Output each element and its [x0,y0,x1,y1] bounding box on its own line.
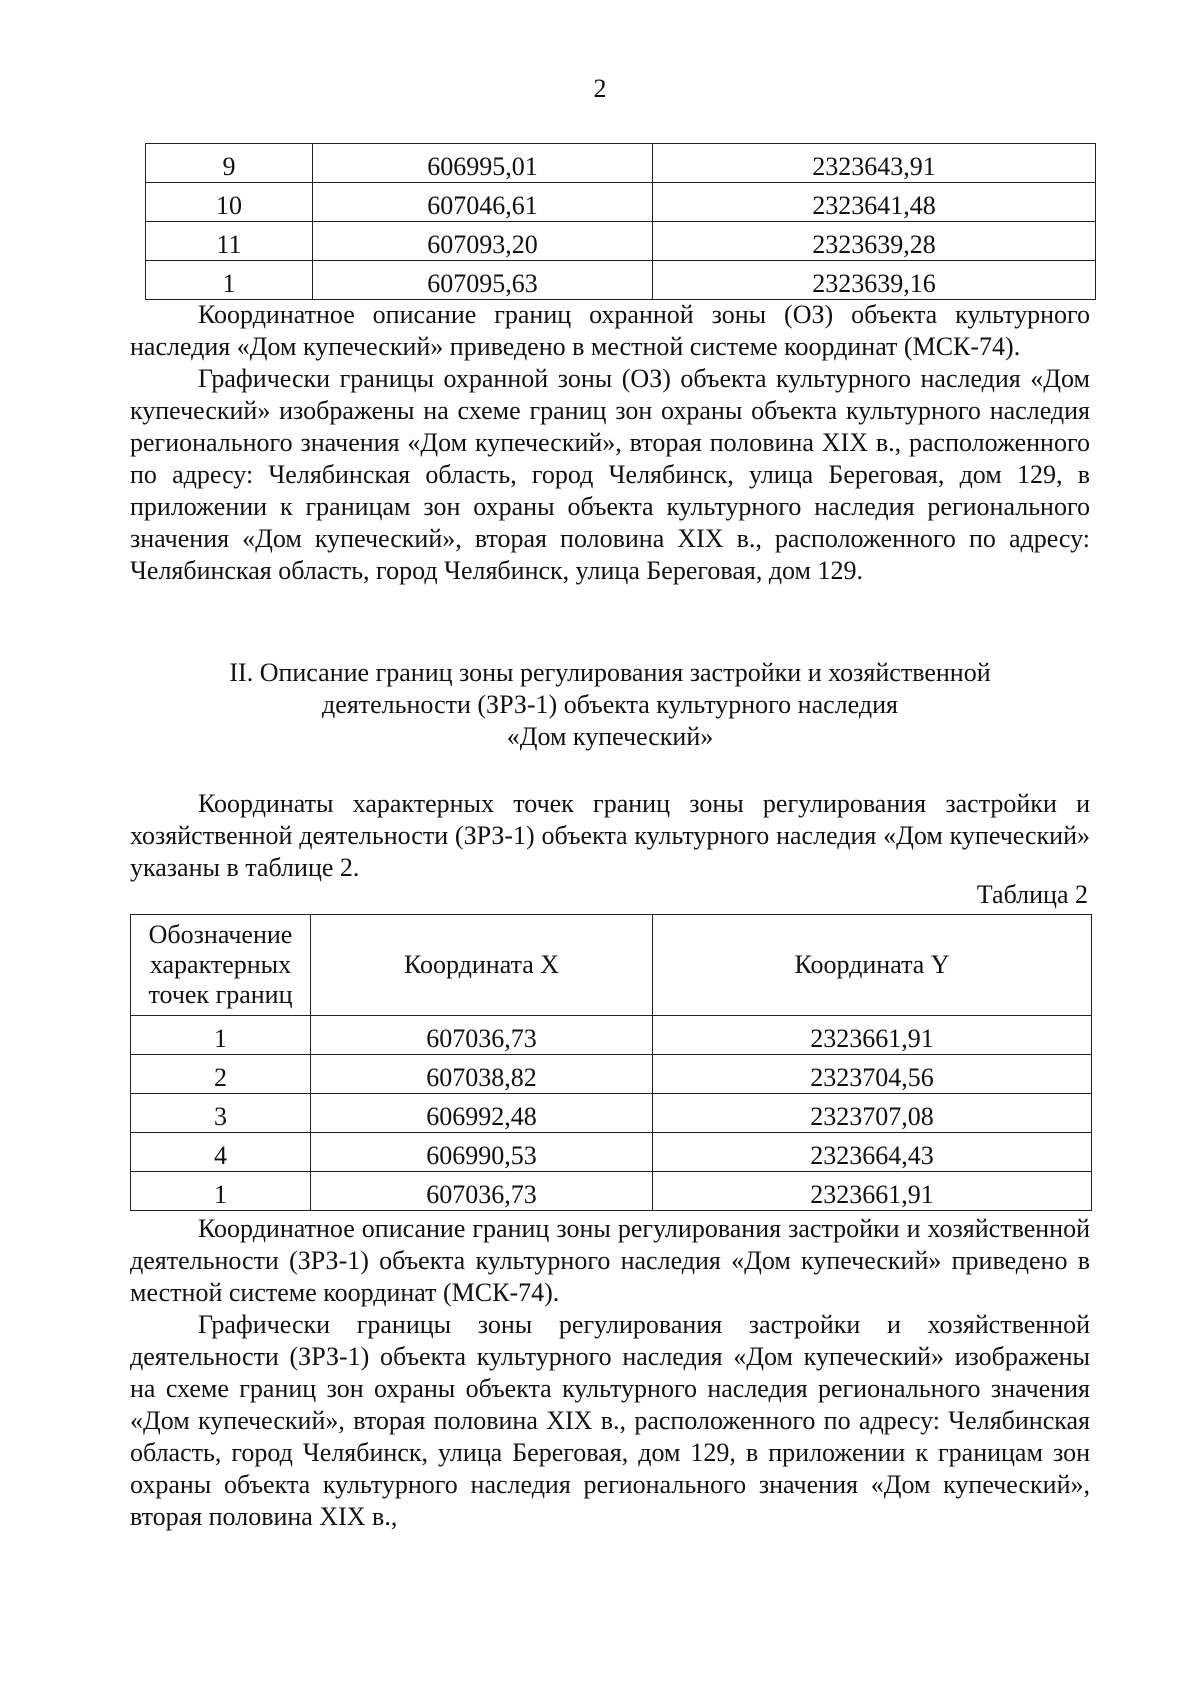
coord-x: 607038,82 [311,1055,653,1094]
section3-text [130,1213,1090,1533]
coord-y: 2323661,91 [653,1172,1092,1211]
coord-y: 2323643,91 [653,144,1096,183]
table-row [146,222,1096,261]
table-row [131,1172,1092,1211]
heading-line: II. Описание границ зоны регулирования застройки и хозяйственной [229,658,991,687]
point-id: 3 [131,1094,311,1133]
page-number: 2 [593,74,607,103]
column-header-point: Обозначение характерных точек границ [131,915,311,1016]
paragraph: Графически границы охранной зоны (ОЗ) объекта культурного наследия «Дом купеческий» изображены на схеме границ зон охраны объекта культурного наследия регионального значения «Дом купеческий», вторая половина XIX в., расположенного по адресу: Челябинская область, город Челябинск, улица Береговая, дом 129, в приложении к границам зон охраны объекта культурного наследия регионального значения «Дом купеческий», вторая половина XIX в., расположенного по адресу: Челябинская область, город Челябинск, улица Береговая, дом 129. [130,364,1090,585]
paragraph: Графически границы зоны регулирования застройки и хозяйственной деятельности (ЗРЗ-1) объекта культурного наследия «Дом купеческий» изображены на схеме границ зон охраны объекта культурного наследия регионального значения «Дом купеческий», вторая половина XIX в., расположенного по адресу: Челябинская область, город Челябинск, улица Береговая, дом 129, в приложении к границам зон охраны объекта культурного наследия регионального значения «Дом купеческий», вторая половина XIX в., [130,1310,1090,1531]
coord-y: 2323639,16 [653,261,1096,300]
point-id: 9 [146,144,313,183]
point-id: 4 [131,1133,311,1172]
coord-y: 2323704,56 [653,1055,1092,1094]
table-row [146,261,1096,300]
coord-y: 2323664,43 [653,1133,1092,1172]
table-row [131,1055,1092,1094]
table-row [146,183,1096,222]
section-heading [130,657,1090,753]
coord-x: 606992,48 [311,1094,653,1133]
table-row [131,1094,1092,1133]
column-header-x: Координата X [311,915,653,1016]
coord-y: 2323707,08 [653,1094,1092,1133]
coord-y: 2323639,28 [653,222,1096,261]
coord-y: 2323641,48 [653,183,1096,222]
point-id: 1 [131,1172,311,1211]
coord-x: 607095,63 [313,261,653,300]
point-id: 2 [131,1055,311,1094]
column-header-y: Координата Y [653,915,1092,1016]
paragraph: Координаты характерных точек границ зоны регулирования застройки и хозяйственной деятельности (ЗРЗ-1) объекта культурного наследия «Дом купеческий» указаны в таблице 2. [130,789,1090,882]
point-id: 1 [146,261,313,300]
paragraph: Координатное описание границ зоны регулирования застройки и хозяйственной деятельности (ЗРЗ-1) объекта культурного наследия «Дом купеческий» приведено в местной системе координат (МСК-74). [130,1214,1090,1307]
section1-text [130,299,1090,587]
table-caption: Таблица 2 [976,880,1088,909]
coord-y: 2323661,91 [653,1016,1092,1055]
coord-x: 606995,01 [313,144,653,183]
table-header-row [131,915,1092,1016]
heading-line: «Дом купеческий» [506,722,714,751]
table-row [131,1016,1092,1055]
coord-x: 607036,73 [311,1172,653,1211]
point-id: 1 [131,1016,311,1055]
coord-x: 606990,53 [311,1133,653,1172]
point-id: 11 [146,222,313,261]
heading-line: деятельности (ЗРЗ-1) объекта культурного наследия [322,690,898,719]
section2-intro [130,788,1090,884]
coordinates-table-1 [145,143,1096,300]
table-row [146,144,1096,183]
paragraph: Координатное описание границ охранной зоны (ОЗ) объекта культурного наследия «Дом купеческий» приведено в местной системе координат (МСК-74). [130,300,1090,361]
point-id: 10 [146,183,313,222]
coord-x: 607036,73 [311,1016,653,1055]
coord-x: 607093,20 [313,222,653,261]
coordinates-table-2 [130,914,1092,1211]
table-row [131,1133,1092,1172]
coord-x: 607046,61 [313,183,653,222]
